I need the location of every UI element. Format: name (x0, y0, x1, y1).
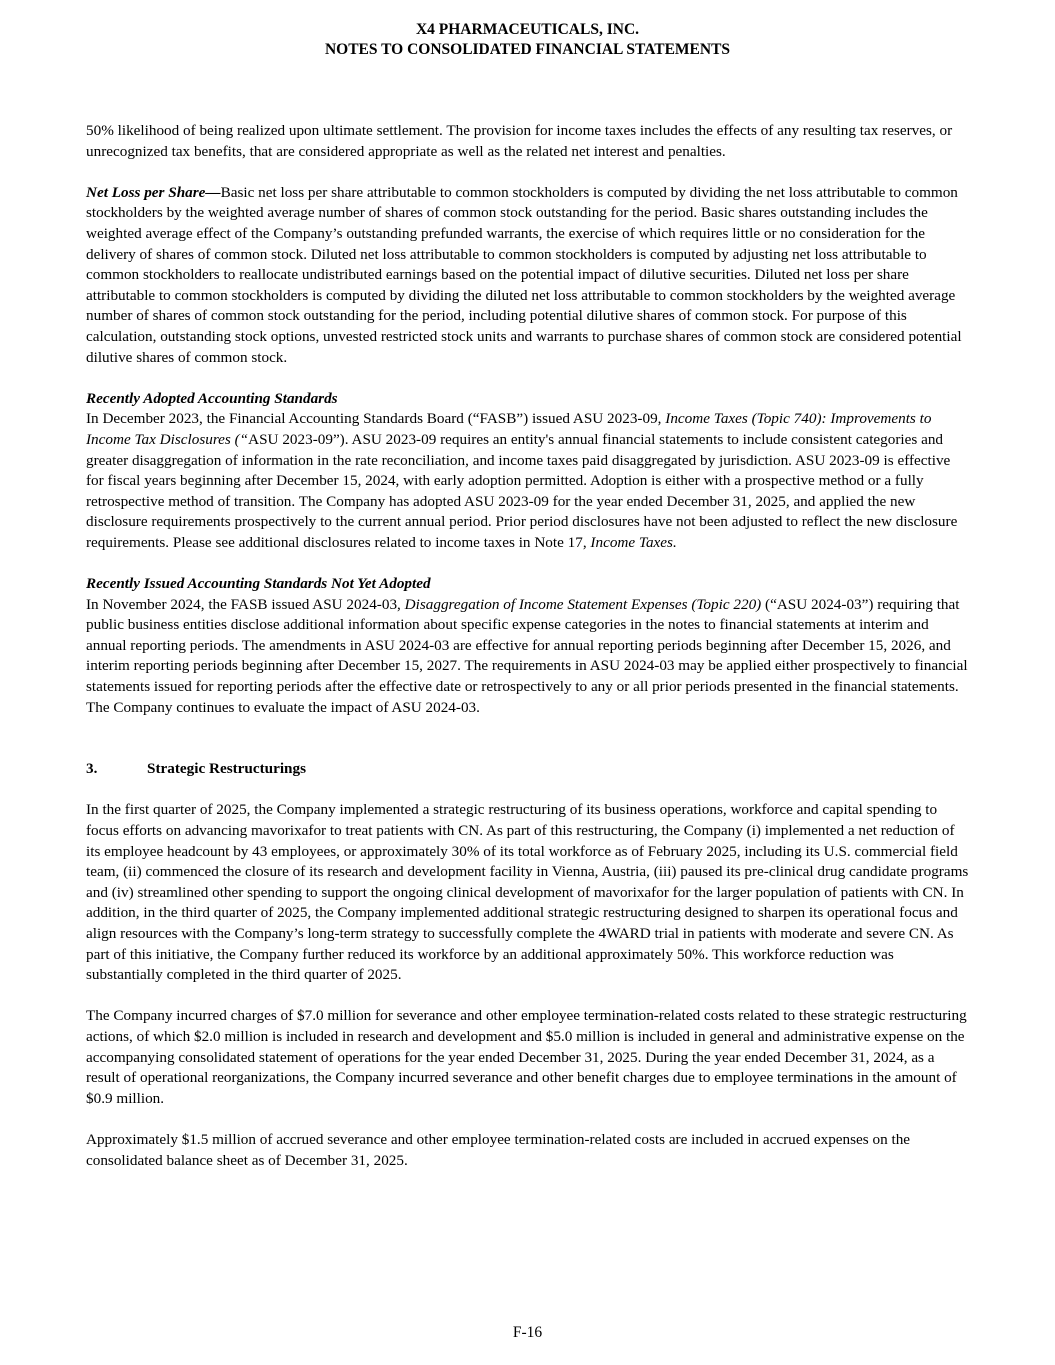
document-body (86, 121, 970, 1171)
section-3-heading (86, 759, 970, 780)
section-title: Strategic Restructurings (147, 760, 307, 778)
restructuring-paragraph-2: The Company incurred charges of $7.0 million for severance and other employee termination-related costs related to these strategic restructuring actions, of which $2.0 million is included in research and development and $5.0 million is included in general and administrative expense on the accompanying consolidated statement of operations for the year ended December 31, 2025. During the year ended December 31, 2024, as a result of operational reorganizations, the Company incurred severance and other benefit charges due to employee terminations in the amount of $0.9 million. (86, 1007, 967, 1107)
restructuring-paragraph-1: In the first quarter of 2025, the Company implemented a strategic restructuring of its business operations, workforce and capital spending to focus efforts on advancing mavorixafor to treat patients with CN. As part of this restructuring, the Company (i) implemented a net reduction of its employee headcount by 43 employees, or approximately 30% of its total workforce as of February 2025, including its U.S. commercial field team, (ii) commenced the closure of its research and development facility in Vienna, Austria, (iii) paused its pre-clinical drug candidate programs and (iv) streamlined other spending to support the ongoing clinical development of mavorixafor for the larger population of patients with CN. In addition, in the third quarter of 2025, the Company implemented additional strategic restructuring designed to sharpen its operational focus and align resources with the Company’s long-term strategy to successfully complete the 4WARD trial in patients with moderate and severe CN. As part of this initiative, the Company further reduced its workforce by an additional approximately 50%. This workforce reduction was substantially completed in the third quarter of 2025. (86, 801, 969, 984)
page-header (0, 20, 1055, 60)
issued-standards-heading: Recently Issued Accounting Standards Not Yet Adopted (86, 575, 431, 593)
issued-standards-paragraph (86, 595, 970, 719)
section-number: 3. (86, 760, 98, 778)
net-loss-heading: Net Loss per Share— (86, 183, 221, 201)
adopted-text-2: ASU 2023-09”). ASU 2023-09 requires an entity's annual financial statements to include consistent categories and greater disaggregation of information in the rate reconciliation, and income taxes paid disaggregated by jurisdiction. ASU 2023-09 is effective for fiscal years beginning after December 15, 2024, with early adoption permitted. Adoption is either with a prospective method or a fully retrospective method of transition. The Company has adopted ASU 2023-09 for the year ended December 31, 2025, and applied the new disclosure requirements prospectively to the current annual period. Prior period disclosures have not been adjusted to reflect the new disclosure requirements. Please see additional disclosures related to income taxes in Note 17, (86, 430, 958, 551)
net-loss-paragraph (86, 183, 970, 368)
adopted-text-1: In December 2023, the Financial Accounting Standards Board (“FASB”) issued ASU 2023-09, (86, 410, 666, 428)
issued-text-1: In November 2024, the FASB issued ASU 2024-03, (86, 595, 405, 613)
adopted-text-italic-2: Income Taxes. (590, 533, 677, 551)
page-title: NOTES TO CONSOLIDATED FINANCIAL STATEMENTS (324, 41, 731, 58)
income-tax-paragraph: 50% likelihood of being realized upon ultimate settlement. The provision for income taxes includes the effects of any resulting tax reserves, or unrecognized tax benefits, that are considered appropriate as well as the related net interest and penalties. (86, 122, 953, 160)
company-name: X4 PHARMACEUTICALS, INC. (415, 21, 640, 38)
page-number: F-16 (512, 1324, 543, 1341)
adopted-standards-paragraph (86, 409, 970, 553)
adopted-standards-heading: Recently Adopted Accounting Standards (86, 389, 338, 407)
adopted-text-italic: Income Taxes (Topic 740): Improvements to Income Tax Disclosures (“ (86, 410, 932, 448)
net-loss-body: Basic net loss per share attributable to common stockholders is computed by dividing the net loss attributable to common stockholders by the weighted average number of shares of common stock outstanding for the period. Basic shares outstanding includes the weighted average effect of the Company’s outstanding prefunded warrants, the exercise of which requires little or no consideration for the delivery of shares of common stock. Diluted net loss attributable to common stockholders is computed by adjusting net loss attributable to common stockholders to reallocate undistributed earnings based on the potential impact of dilutive securities. Diluted net loss per share attributable to common stockholders is computed by dividing the diluted net loss attributable to common stockholders by the weighted average number of shares of common stock outstanding for the period, including potential dilutive shares of common stock. For purpose of this calculation, outstanding stock options, unvested restricted stock units and warrants to purchase shares of common stock are considered potential dilutive shares of common stock. (86, 183, 962, 366)
issued-text-italic: Disaggregation of Income Statement Expenses (Topic 220) (404, 595, 762, 613)
restructuring-paragraph-3: Approximately $1.5 million of accrued severance and other employee termination-related costs are included in accrued expenses on the consolidated balance sheet as of December 31, 2025. (86, 1130, 911, 1169)
issued-text-2: (“ASU 2024-03”) requiring that public business entities disclose additional information about specific expense categories in the notes to financial statements at interim and annual reporting periods. The amendments in ASU 2024-03 are effective for annual reporting periods beginning after December 15, 2026, and interim reporting periods beginning after December 15, 2027. The requirements in ASU 2024-03 may be applied either prospectively to financial statements issued for reporting periods after the effective date or retrospectively to any or all prior periods presented in the financial statements. The Company continues to evaluate the impact of ASU 2024-03. (86, 595, 968, 716)
